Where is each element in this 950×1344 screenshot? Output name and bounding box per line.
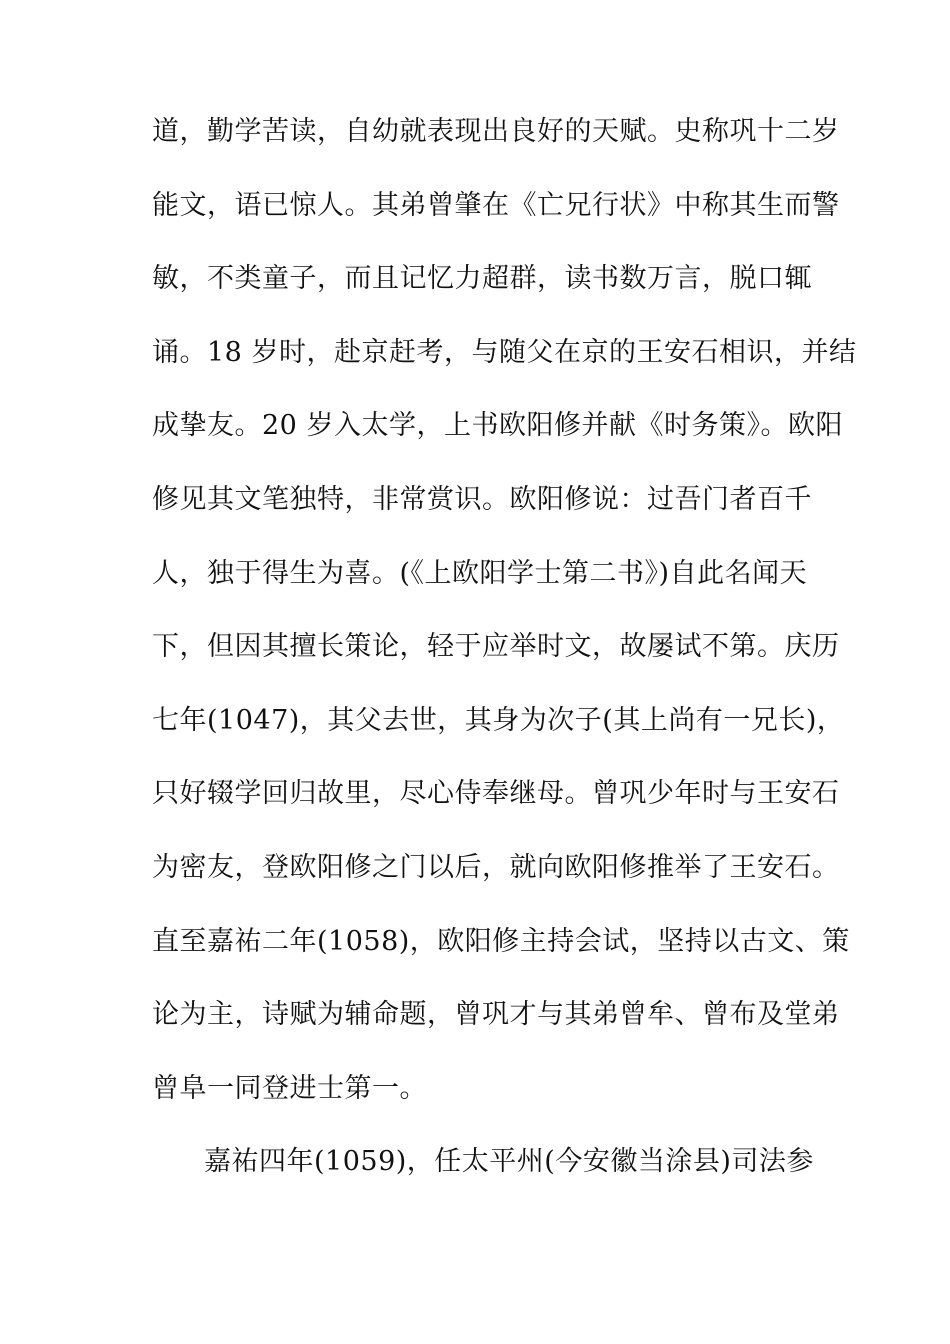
text-line: 七年(1047)，其父去世，其身为次子(其上尚有一兄长)， bbox=[152, 704, 845, 736]
text-line: 敏，不类童子，而且记忆力超群，读书数万言，脱口辄 bbox=[152, 263, 812, 295]
text-line: 下，但因其擅长策论，轻于应举时文，故屡试不第。庆历 bbox=[152, 631, 840, 663]
text-line: 只好辍学回归故里，尽心侍奉继母。曾巩少年时与王安石 bbox=[152, 778, 840, 810]
text-line: 论为主，诗赋为辅命题，曾巩才与其弟曾牟、曾布及堂弟 bbox=[152, 999, 840, 1031]
text-line: 诵。18 岁时，赴京赶考，与随父在京的王安石相识，并结 bbox=[152, 336, 857, 368]
text-line: 能文，语已惊人。其弟曾肇在《亡兄行状》中称其生而警 bbox=[152, 189, 840, 221]
body-text bbox=[152, 106, 857, 1210]
text-line: 修见其文笔独特，非常赏识。欧阳修说：过吾门者百千 bbox=[152, 483, 812, 515]
text-line: 直至嘉祐二年(1058)，欧阳修主持会试，坚持以古文、策 bbox=[152, 925, 850, 957]
text-line: 为密友，登欧阳修之门以后，就向欧阳修推举了王安石。 bbox=[152, 851, 840, 883]
text-line: 成挚友。20 岁入太学，上书欧阳修并献《时务策》。欧阳 bbox=[152, 410, 843, 442]
text-line: 人，独于得生为喜。(《上欧阳学士第二书》)自此名闻天 bbox=[152, 557, 808, 589]
text-line: 曾阜一同登进士第一。 bbox=[152, 1072, 427, 1104]
paragraph-start-line: 嘉祐四年(1059)，任太平州(今安徽当涂县)司法参 bbox=[204, 1146, 814, 1178]
text-line: 道，勤学苦读，自幼就表现出良好的天赋。史称巩十二岁 bbox=[152, 116, 840, 147]
